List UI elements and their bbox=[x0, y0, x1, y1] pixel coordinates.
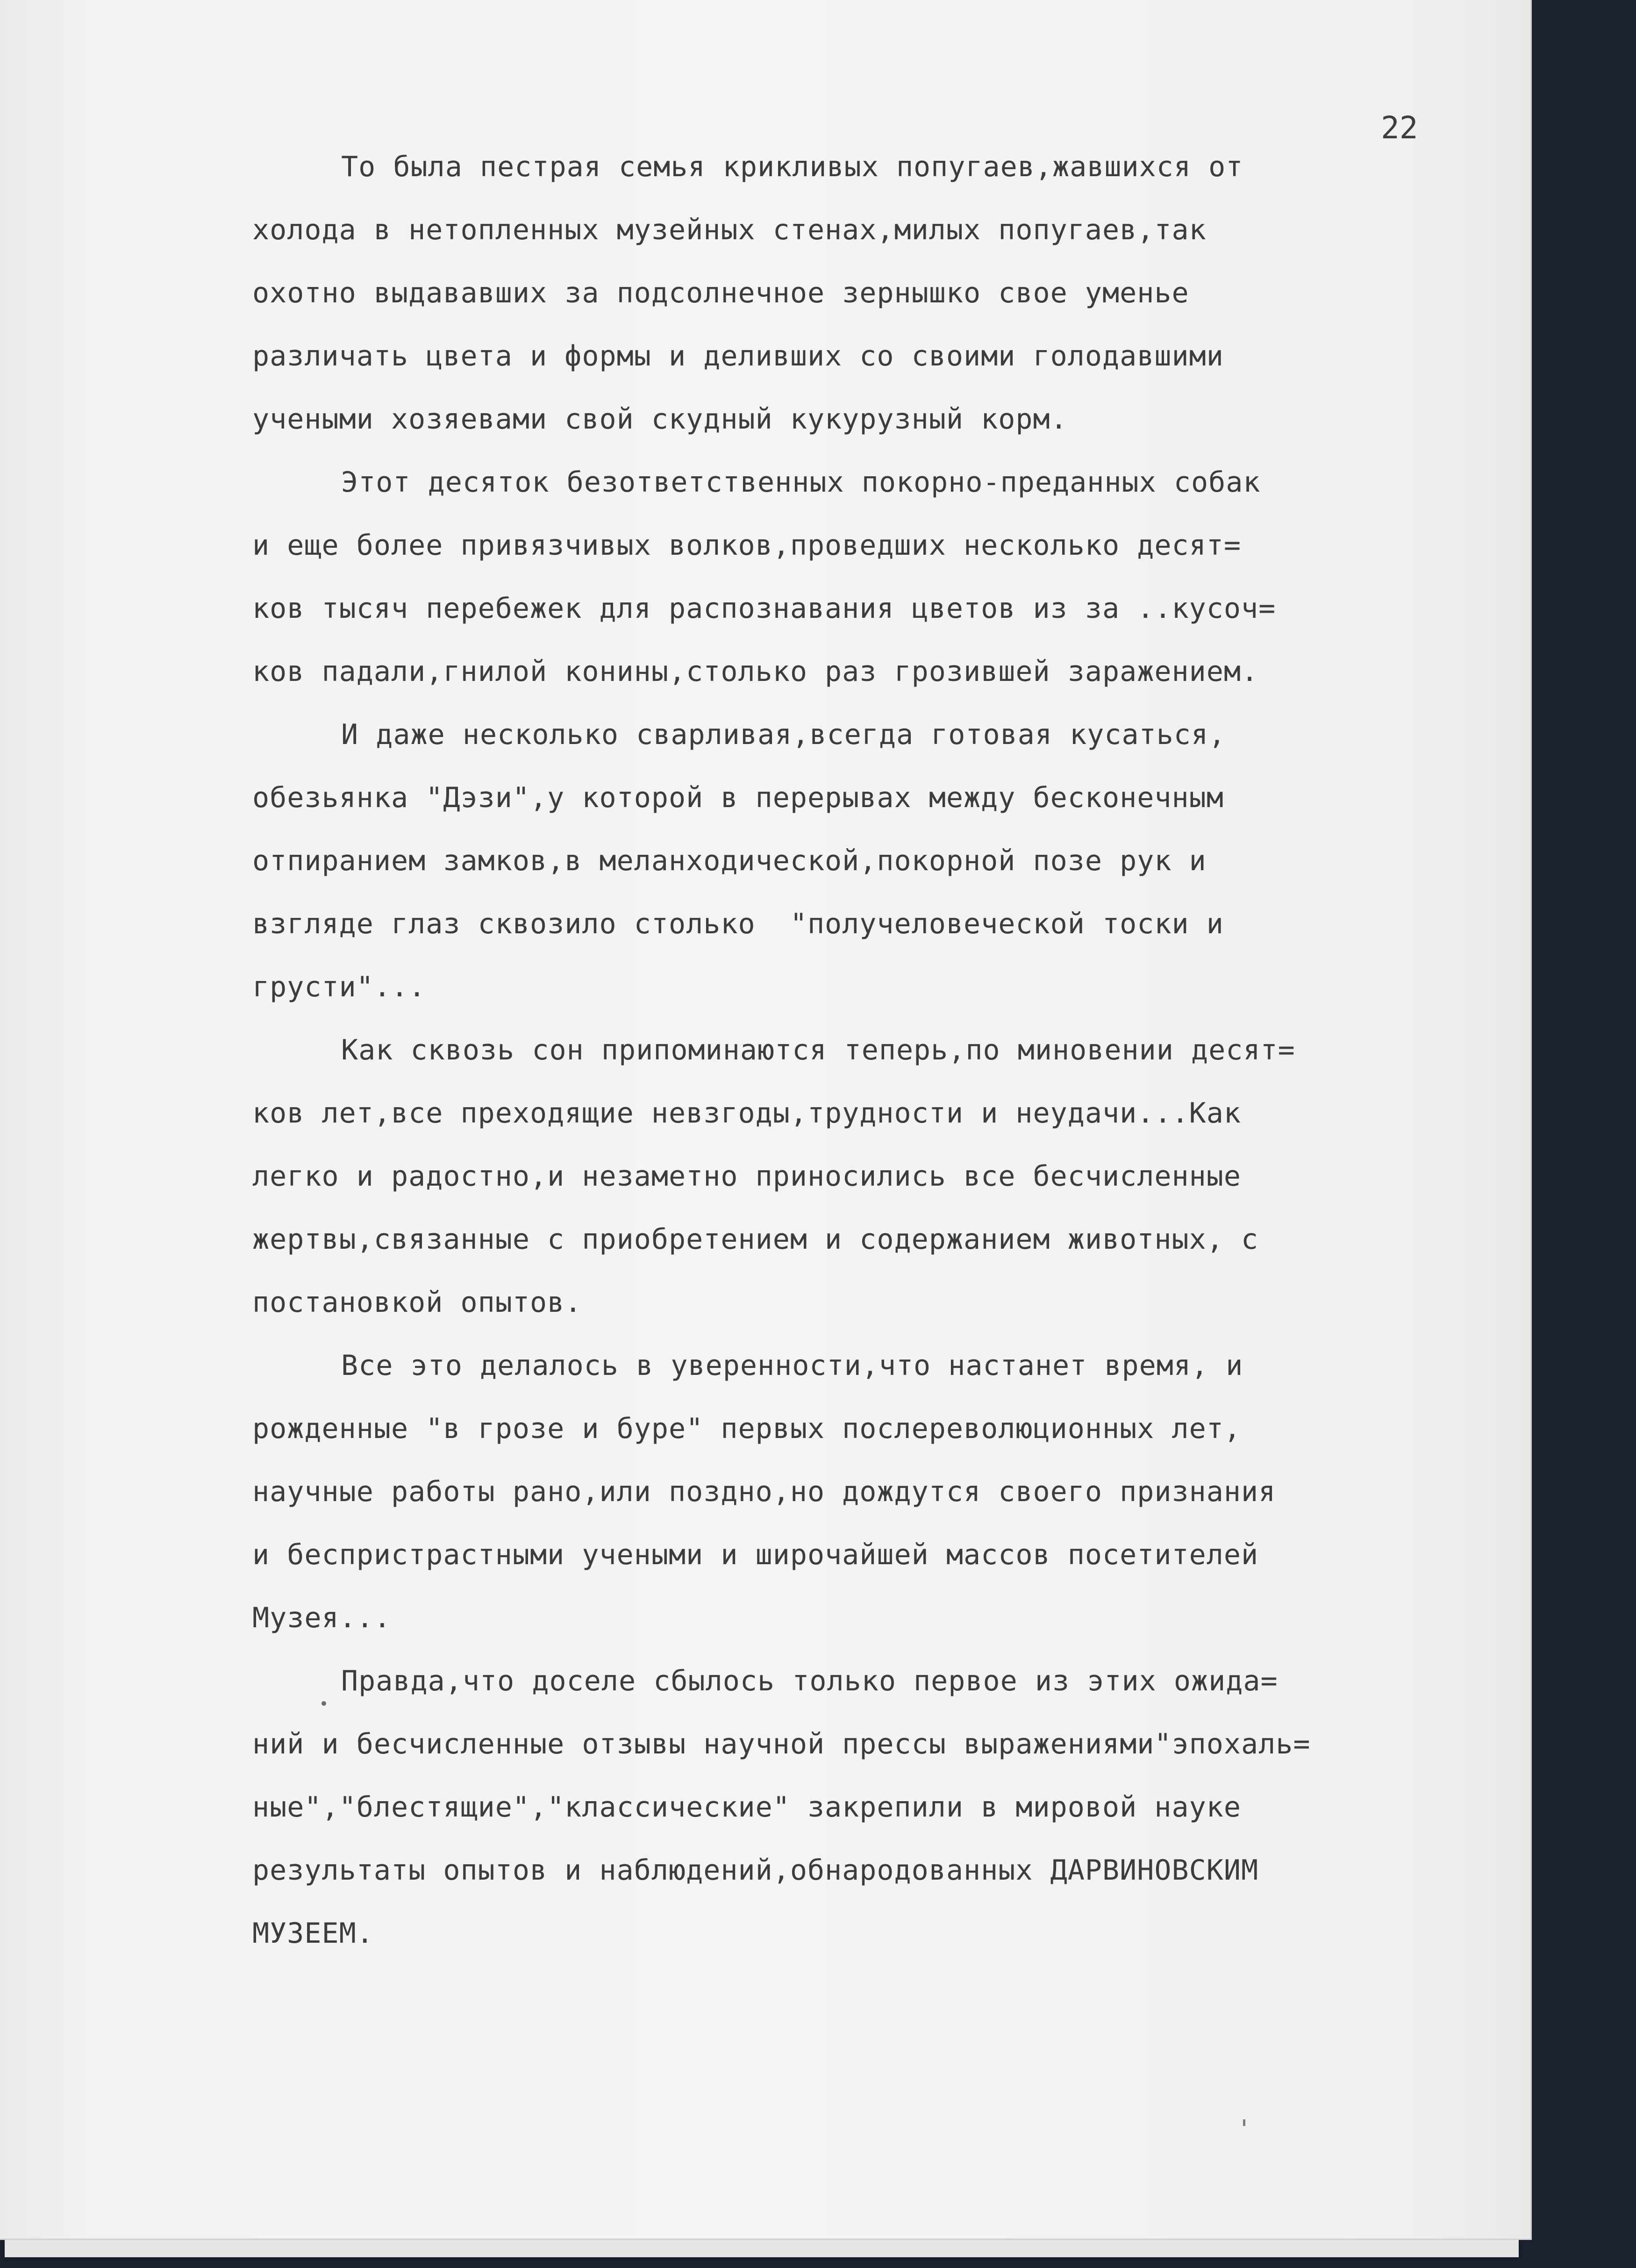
text-line: отпиранием замков,в меланходической,покорной позе рук и bbox=[252, 844, 1207, 877]
text-line: МУЗЕЕМ. bbox=[252, 1917, 374, 1950]
text-line: грусти"... bbox=[252, 971, 426, 1003]
ink-speck bbox=[321, 1701, 326, 1706]
text-line: различать цвета и формы и деливших со своими голодавшими bbox=[252, 340, 1224, 372]
paragraph-3 bbox=[252, 703, 1467, 1019]
text-line: и еще более привязчивых волков,проведших несколько десят= bbox=[252, 529, 1242, 562]
text-line: Как сквозь сон припоминаются теперь,по миновении десят= bbox=[341, 1034, 1295, 1066]
text-line: ные","блестящие","классические" закрепили в мировой науке bbox=[252, 1791, 1242, 1824]
text-line: и беспристрастными учеными и широчайшей массов посетителей bbox=[252, 1538, 1259, 1571]
text-line: легко и радостно,и незаметно приносились все бесчисленные bbox=[252, 1160, 1242, 1193]
text-line: охотно выдававших за подсолнечное зернышко свое уменье bbox=[252, 277, 1189, 309]
paragraph-5 bbox=[252, 1334, 1467, 1650]
text-line: Музея... bbox=[252, 1602, 391, 1634]
text-line: научные работы рано,или поздно,но дождутся своего признания bbox=[252, 1475, 1276, 1508]
text-line: ков падали,гнилой конины,столько раз грозившей заражением. bbox=[252, 655, 1259, 688]
text-line: ков лет,все преходящие невзгоды,трудности и неудачи...Как bbox=[252, 1097, 1242, 1130]
text-line: Этот десяток безответственных покорно-преданных собак bbox=[341, 466, 1261, 499]
paragraph-2 bbox=[252, 451, 1467, 703]
text-line: И даже несколько сварливая,всегда готовая кусаться, bbox=[341, 718, 1226, 751]
text-line: ний и бесчисленные отзывы научной прессы выражениями"эпохаль= bbox=[252, 1728, 1311, 1760]
text-line: Правда,что доселе сбылось только первое из этих ожида= bbox=[341, 1665, 1278, 1697]
text-line: рожденные "в грозе и буре" первых послереволюционных лет, bbox=[252, 1412, 1242, 1445]
page-number: 22 bbox=[1381, 110, 1418, 146]
text-line: жертвы,связанные с приобретением и содержанием животных, с bbox=[252, 1223, 1259, 1256]
text-line: обезьянка "Дэзи",у которой в перерывах между бесконечным bbox=[252, 781, 1224, 814]
text-line: постановкой опытов. bbox=[252, 1286, 582, 1319]
text-line: результаты опытов и наблюдений,обнародованных ДАРВИНОВСКИМ bbox=[252, 1854, 1259, 1887]
page-body bbox=[252, 136, 1467, 1965]
text-line: учеными хозяевами свой скудный кукурузный корм. bbox=[252, 403, 1068, 436]
text-line: ков тысяч перебежек для распознавания цветов из за ..кусоч= bbox=[252, 592, 1276, 625]
text-line: взгляде глаз сквозило столько "получеловеческой тоски и bbox=[252, 908, 1224, 940]
ink-mark bbox=[1243, 2119, 1245, 2126]
paragraph-6 bbox=[252, 1650, 1467, 1965]
paragraph-4 bbox=[252, 1019, 1467, 1334]
text-line: То была пестрая семья крикливых попугаев,жавшихся от bbox=[341, 150, 1243, 183]
text-line: Все это делалось в уверенности,что настанет время, и bbox=[341, 1349, 1243, 1382]
paragraph-1 bbox=[252, 136, 1467, 451]
text-line: холода в нетопленных музейных стенах,милых попугаев,так bbox=[252, 214, 1207, 246]
